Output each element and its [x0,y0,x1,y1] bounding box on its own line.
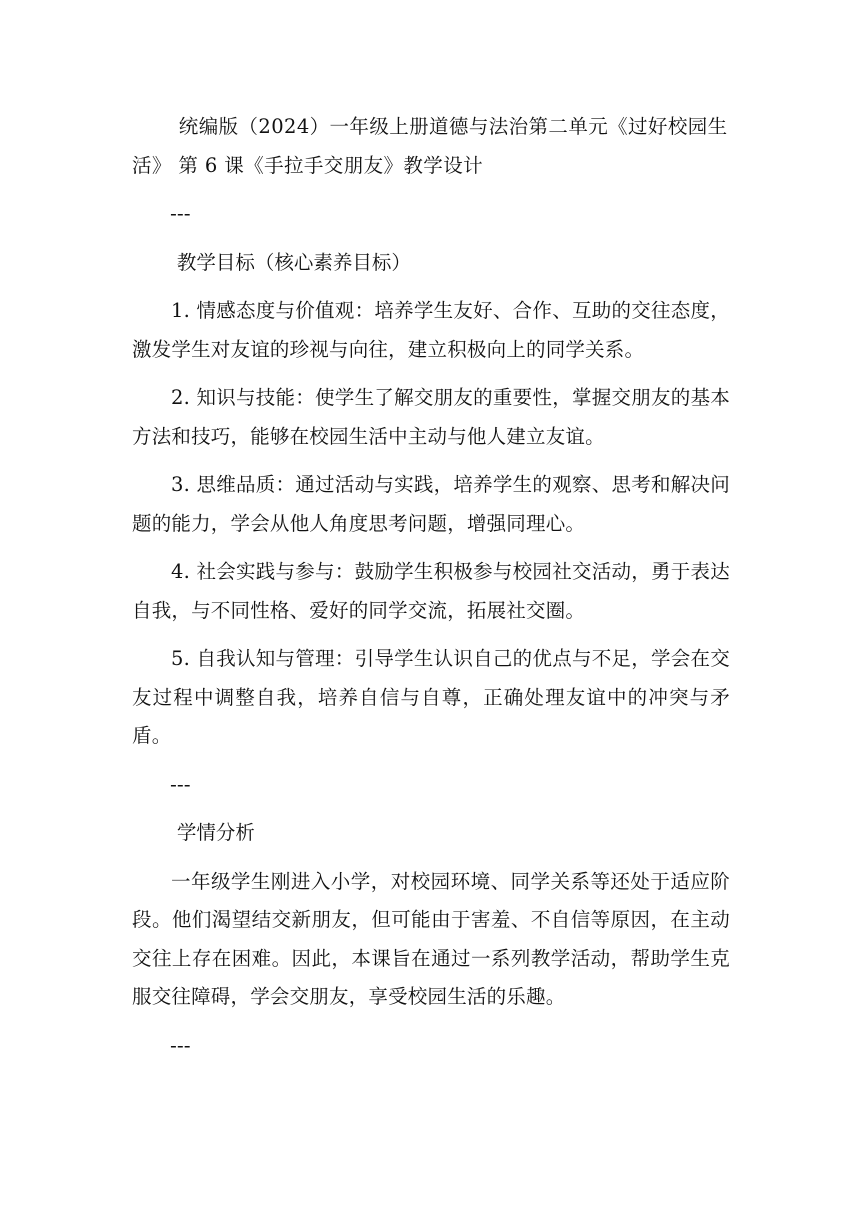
objective-item-3: 3. 思维品质：通过活动与实践，培养学生的观察、思考和解决问题的能力，学会从他人角度思考问题，增强同理心。 [132,473,730,535]
analysis-body: 一年级学生刚进入小学，对校园环境、同学关系等还处于适应阶段。他们渴望结交新朋友，但可能由于害羞、不自信等原因，在主动交往上存在困难。因此，本课旨在通过一系列教学活动，帮助学生克服交往障碍，学会交朋友，享受校园生活的乐趣。 [132,869,730,1008]
objectives-heading: 教学目标（核心素养目标） [176,250,411,274]
analysis-heading: 学情分析 [176,821,255,844]
objective-item-4: 4. 社会实践与参与：鼓励学生积极参与校园社交活动，勇于表达自我，与不同性格、爱好的同学交流，拓展社交圈。 [132,560,730,622]
objective-item-1: 1. 情感态度与价值观：培养学生友好、合作、互助的交往态度，激发学生对友谊的珍视与向往，建立积极向上的同学关系。 [132,299,730,361]
separator: --- [170,773,191,796]
separator: --- [170,203,191,225]
document-body [132,108,730,1075]
objective-item-5: 5. 自我认知与管理：引导学生认识自己的优点与不足，学会在交友过程中调整自我，培养自信与自尊，正确处理友谊中的冲突与矛盾。 [132,647,730,747]
objective-item-2: 2. 知识与技能：使学生了解交朋友的重要性，掌握交朋友的基本方法和技巧，能够在校园生活中主动与他人建立友谊。 [132,386,730,448]
document-title: 统编版（2024）一年级上册道德与法治第二单元《过好校园生活》 第 6 课《手拉手交朋友》教学设计 [132,115,728,177]
separator: --- [170,1034,191,1057]
